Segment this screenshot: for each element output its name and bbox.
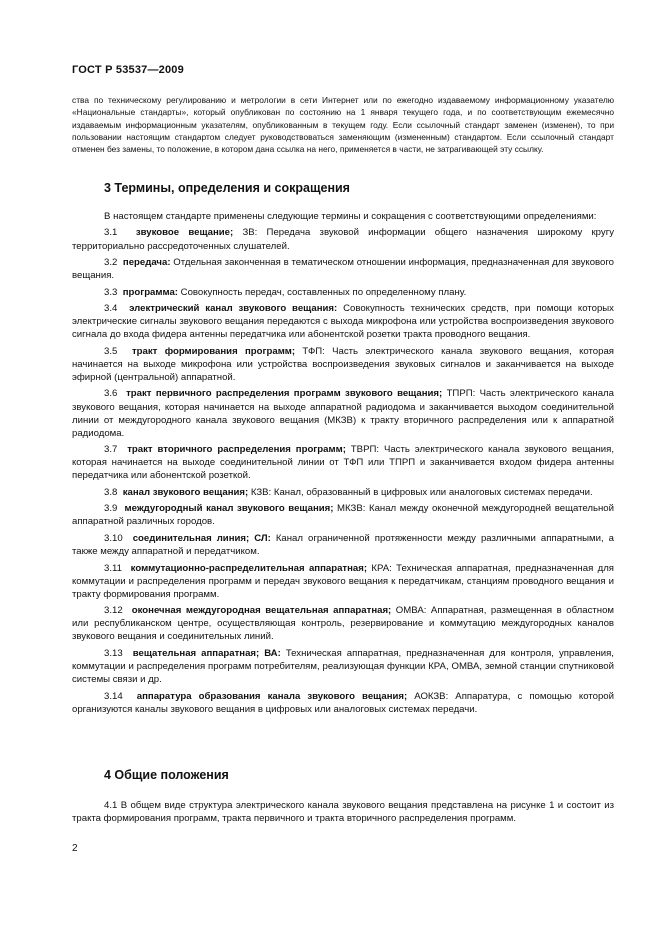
terms-list	[72, 226, 614, 715]
term-item	[72, 690, 614, 716]
section-4-content	[72, 799, 614, 829]
term-number: 3.12	[104, 605, 123, 617]
term-item	[72, 502, 614, 528]
term-name: электрический канал звукового вещания:	[129, 303, 338, 315]
term-item	[72, 286, 614, 299]
term-number: 3.10	[104, 532, 123, 544]
term-name: междугородный канал звукового вещания;	[124, 503, 334, 515]
term-definition: КРА: Техническая аппаратная, предназначенная для коммутации и распределения программ и передач звукового вещания к передатчикам, станциям проводного вещания и тракту формирования программ.	[72, 562, 614, 600]
term-item	[72, 345, 614, 384]
term-item	[72, 486, 614, 499]
term-item	[72, 256, 614, 282]
term-definition: Канал ограниченной протяженности между различными аппаратными, а также между аппаратной и передатчиком.	[72, 532, 614, 558]
term-number: 3.9	[104, 503, 118, 515]
term-number: 3.5	[104, 345, 118, 357]
term-number: 3.6	[104, 388, 118, 400]
term-name: тракт формирования программ;	[131, 345, 296, 357]
term-item	[72, 562, 614, 601]
term-name: программа:	[122, 286, 178, 298]
term-item	[72, 443, 614, 482]
term-item	[72, 532, 614, 558]
term-number: 3.7	[104, 444, 118, 456]
term-name: аппаратура образования канала звукового вещания;	[136, 690, 408, 702]
term-item	[72, 226, 614, 252]
term-definition: ТФП: Часть электрического канала звукового вещания, которая начинается на выходе микрофона или устройства воспроизведения звуковых сигналов и заканчивается на выходе эфирной (центральной) аппаратной.	[72, 345, 614, 383]
term-name: звуковое вещание;	[135, 227, 234, 239]
term-number: 3.14	[104, 690, 123, 702]
term-name: тракт первичного распределения программ звукового вещания;	[126, 388, 443, 400]
term-definition: ТПРП: Часть электрического канала звукового вещания, которая начинается на выходе аппаратной радиодома и заканчивается выходом соединительной линии от междугородного канала звукового вещания (МКЗВ) к тракту вторичного распределения или к аппаратной радиодома.	[72, 388, 614, 439]
term-definition: Техническая аппаратная, предназначенная для контроля, управления, коммутации и распределения программ потребителям, реализующая функции КРА, ОМВА, земной станции спутниковой системы связи и др.	[72, 647, 614, 686]
term-name: передача:	[122, 257, 171, 269]
term-definition: КЗВ: Канал, образованный в цифровых или аналоговых системах передачи.	[248, 486, 593, 498]
term-name: соединительная линия; СЛ:	[132, 532, 271, 544]
term-name: канал звукового вещания;	[122, 486, 249, 498]
term-item	[72, 647, 614, 686]
term-definition: АОКЗВ: Аппаратура, с помощью которой организуются каналы звукового вещания в цифровых или аналоговых системах передачи.	[72, 690, 614, 715]
term-number: 3.8	[104, 486, 118, 498]
term-definition: Совокупность передач, составленных по определенному плану.	[178, 286, 467, 298]
section-3-content	[72, 210, 614, 719]
intro-paragraph: ства по техническому регулированию и метрологии в сети Интернет или по ежегодно издаваемому информационному указателю «Национальные стандарты», который опубликован по состоянию на 1 января текущего года, и по соответствующим ежемесячно издаваемым информационным указателям, опубликованным в текущем году. Если ссылочный стандарт заменен (изменен), то при пользовании настоящим стандартом следует руководствоваться заменяющим (измененным) стандартом. Если ссылочный стандарт отменен без замены, то положение, в котором дана ссылка на него, применяется в части, не затрагивающей эту ссылку.	[72, 95, 614, 155]
term-definition: МКЗВ: Канал между оконечной междугородней вещательной аппаратной различных городов.	[72, 503, 614, 528]
term-name: коммутационно-распределительная аппаратная;	[130, 562, 368, 574]
term-number: 3.4	[104, 303, 118, 315]
term-number: 3.1	[104, 227, 118, 239]
term-number: 3.3	[104, 286, 118, 298]
term-number: 3.2	[104, 257, 118, 269]
term-definition: ОМВА: Аппаратная, размещенная в областном или республиканском центре, осуществляющая контроль, резервирование и коммутацию междугородных каналов звукового вещания и соединительных линий.	[72, 605, 614, 643]
term-number: 3.11	[104, 562, 122, 574]
term-number: 3.13	[104, 647, 123, 659]
section-4-title: 4 Общие положения	[104, 768, 229, 782]
document-header: ГОСТ Р 53537—2009	[72, 64, 184, 76]
term-name: оконечная междугородная вещательная аппаратная;	[131, 605, 392, 617]
term-definition: ЗВ: Передача звуковой информации общего назначения широкому кругу территориально рассредоточенных слушателей.	[72, 227, 614, 252]
term-definition: Отдельная законченная в тематическом отношении информация, предназначенная для звукового вещания.	[72, 257, 614, 282]
section-3-lead: В настоящем стандарте применены следующие термины и сокращения с соответствующими определениями:	[104, 211, 597, 222]
term-item	[72, 604, 614, 643]
term-name: вещательная аппаратная; ВА:	[132, 647, 281, 659]
term-item	[72, 387, 614, 439]
page-number: 2	[72, 843, 78, 854]
term-definition: ТВРП: Часть электрического канала звукового вещания, которая начинается на выходе соединительной линии от ТФП или ТПРП и заканчивается входом фидера антенны передатчика или абонентской розеткой.	[72, 444, 614, 482]
section-4-paragraph-1: 4.1 В общем виде структура электрического канала звукового вещания представлена на рисунке 1 и состоит из тракта формирования программ, тракта первичного и тракта вторичного распределения программ.	[72, 800, 614, 825]
term-definition: Совокупность технических средств, при помощи которых электрические сигналы звукового вещания передаются с выхода микрофона или устройства воспроизведения звукового сигнала до входа фидера антенны передатчика или абонентской розетки тракта проводного вещания.	[72, 303, 614, 341]
term-name: тракт вторичного распределения программ;	[127, 444, 346, 456]
term-item	[72, 302, 614, 341]
section-3-title: 3 Термины, определения и сокращения	[104, 181, 350, 195]
